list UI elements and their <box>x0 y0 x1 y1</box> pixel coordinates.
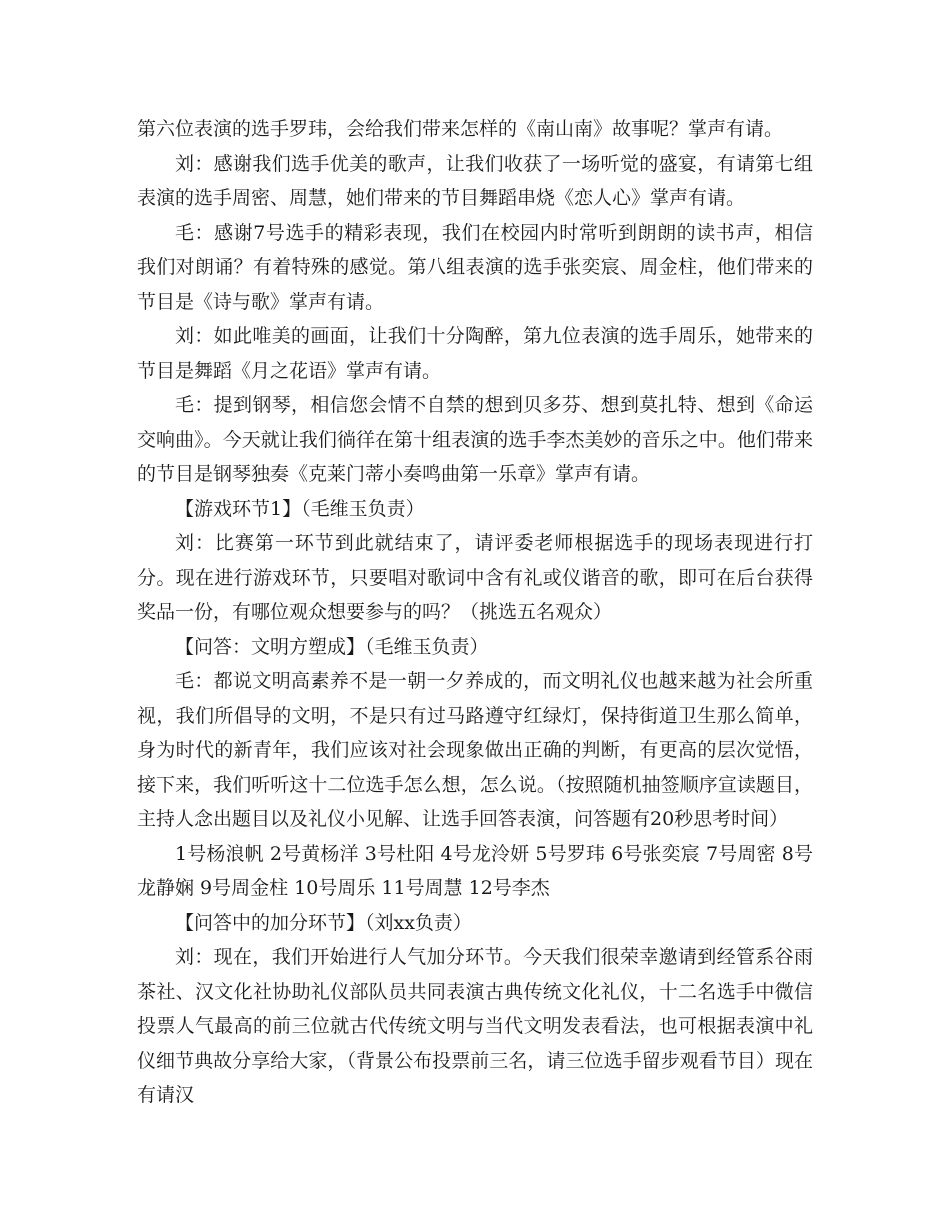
section-heading-bonus: 【问答中的加分环节】（刘xx负责） <box>175 911 472 934</box>
paragraph-3: 毛：感谢7号选手的精彩表现，我们在校园内时常听到朗朗的读书声，相信我们对朗诵？有着特殊的感觉。第八组表演的选手张奕宸、周金柱，他们带来的节目是《诗与歌》掌声有请。 <box>137 221 813 313</box>
paragraph-5: 毛：提到钢琴，相信您会情不自禁的想到贝多芬、想到莫扎特、想到《命运交响曲》。今天就让我们徜徉在第十组表演的选手李杰美妙的音乐之中。他们带来的节目是钢琴独奏《克莱门蒂小奏鸣曲第一乐章》掌声有请。 <box>137 394 813 485</box>
section-heading-qa: 【问答：文明方塑成】（毛维玉负责） <box>175 635 489 658</box>
paragraph-1: 第六位表演的选手罗玮，会给我们带来怎样的《南山南》故事呢？掌声有请。 <box>137 118 784 140</box>
paragraph-4: 刘：如此唯美的画面，让我们十分陶醉，第九位表演的选手周乐，她带来的节目是舞蹈《月之花语》掌声有请。 <box>137 325 813 382</box>
paragraph-9: 毛：都说文明高素养不是一朝一夕养成的，而文明礼仪也越来越为社会所重视，我们所倡导的文明，不是只有过马路遵守红绿灯，保持街道卫生那么简单，身为时代的新青年，我们应该对社会现象做出正确的判断，有更高的层次觉悟，接下来，我们听听这十二位选手怎么想，怎么说。（按照随机抽签顺序宣读题目，主持人念出题目以及礼仪小见解、让选手回答表演，问答题有20秒思考时间） <box>137 670 813 830</box>
paragraph-7: 刘：比赛第一环节到此就结束了，请评委老师根据选手的现场表现进行打分。现在进行游戏环节，只要唱对歌词中含有礼或仪谐音的歌，即可在后台获得奖品一份，有哪位观众想要参与的吗？（挑选五名观众） <box>137 532 813 623</box>
document-body <box>137 112 813 1113</box>
paragraph-2: 刘：感谢我们选手优美的歌声，让我们收获了一场听觉的盛宴，有请第七组表演的选手周密、周慧，她们带来的节目舞蹈串烧《恋人心》掌声有请。 <box>137 152 813 209</box>
paragraph-12: 刘：现在，我们开始进行人气加分环节。今天我们很荣幸邀请到经管系谷雨茶社、汉文化社协助礼仪部队员共同表演古典传统文化礼仪，十二名选手中微信投票人气最高的前三位就古代传统文明与当代文明发表看法，也可根据表演中礼仪细节典故分享给大家，（背景公布投票前三名，请三位选手留步观看节目）现在有请汉 <box>137 946 813 1106</box>
section-heading-game: 【游戏环节1】（毛维玉负责） <box>175 497 425 520</box>
contestant-list: 1号杨浪帆 2号黄杨洋 3号杜阳 4号龙泠妍 5号罗玮 6号张奕宸 7号周密 8号龙静娴 9号周金柱 10号周乐 11号周慧 12号李杰 <box>137 842 813 899</box>
